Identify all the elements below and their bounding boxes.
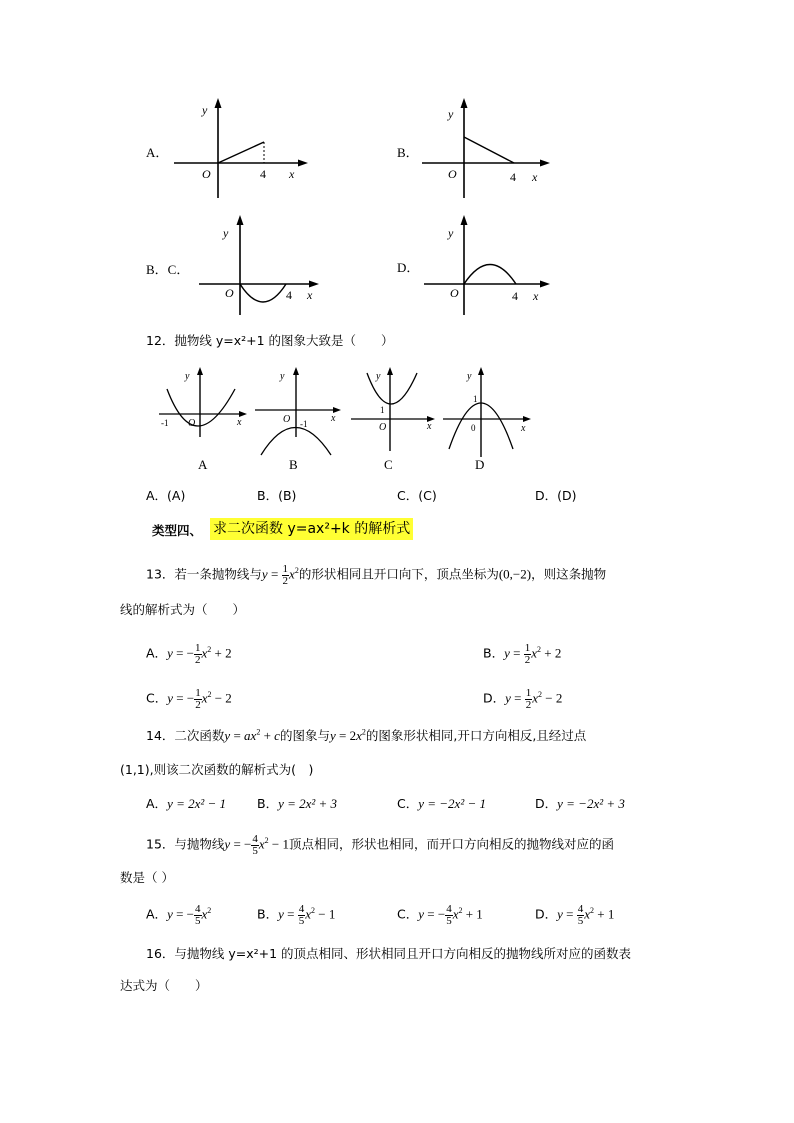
q13-line1: 13．若一条抛物线与y = $\frac{1}{2}$ $x^2$的形状相同且开口向下，顶点坐标为(0,−2)，则这条抛物 bbox=[146, 563, 607, 587]
q12-caption-c: C bbox=[384, 457, 393, 472]
svg-text:1: 1 bbox=[473, 394, 478, 404]
svg-text:y: y bbox=[185, 371, 190, 382]
q13-option-c: C．y = − $\frac{1}{2}$ $x^2 - 2$ bbox=[146, 687, 232, 711]
section-title: 求二次函数 y=ax²+k 的解析式 bbox=[210, 518, 413, 540]
q12-option-d: D．(D) bbox=[535, 488, 577, 503]
option-c-label: B．C． bbox=[146, 262, 190, 277]
option-a-label: A． bbox=[146, 145, 169, 160]
q12-caption-b: B bbox=[289, 457, 298, 472]
x-axis-label: x bbox=[532, 170, 538, 184]
q15-line2: 数是（ ） bbox=[120, 870, 174, 885]
q14-option-c: C．y = −2x² − 1 bbox=[397, 796, 486, 811]
svg-text:x: x bbox=[331, 413, 336, 424]
q12-option-b: B．(B) bbox=[257, 488, 297, 503]
q14-option-d: D．y = −2x² + 3 bbox=[535, 796, 625, 811]
graph-option-d bbox=[420, 215, 560, 315]
q12-caption-d: D bbox=[475, 457, 485, 472]
q15-option-c: C．y = − $\frac{4}{5}$ $x^2 + 1$ bbox=[397, 903, 483, 927]
q12-graph-b bbox=[255, 367, 341, 472]
tick-4: 4 bbox=[286, 288, 292, 302]
svg-text:O: O bbox=[283, 414, 291, 425]
option-b-label: B． bbox=[397, 145, 419, 160]
svg-text:y: y bbox=[280, 371, 285, 382]
q15-option-a: A．y = − $\frac{4}{5}$ $x^2$ bbox=[146, 903, 212, 927]
q12-option-c: C．(C) bbox=[397, 488, 437, 503]
y-axis-label: y bbox=[448, 226, 454, 240]
tick-4: 4 bbox=[260, 167, 266, 181]
svg-text:-1: -1 bbox=[161, 418, 169, 428]
graph-option-a bbox=[170, 98, 310, 198]
section-prefix: 类型四、 bbox=[152, 523, 203, 538]
origin-label: O bbox=[448, 167, 457, 181]
svg-text:0: 0 bbox=[471, 423, 476, 433]
svg-text:O: O bbox=[379, 422, 387, 433]
svg-text:y: y bbox=[467, 371, 472, 382]
svg-text:x: x bbox=[521, 423, 526, 434]
tick-4: 4 bbox=[512, 289, 518, 303]
y-axis-label: y bbox=[223, 226, 229, 240]
q15-line1: 15．与抛物线y = − $\frac{4}{5}$ $x^2 - 1$顶点相同，形状也相同，而开口方向相反的抛物线对应的函 bbox=[146, 833, 614, 857]
x-axis-label: x bbox=[533, 289, 539, 303]
origin-label: O bbox=[450, 286, 459, 300]
svg-text:1: 1 bbox=[380, 405, 385, 415]
svg-text:O: O bbox=[188, 418, 196, 429]
q14-option-b: B．y = 2x² + 3 bbox=[257, 796, 338, 811]
q12-caption-a: A bbox=[198, 457, 208, 472]
svg-text:x: x bbox=[237, 417, 242, 428]
origin-label: O bbox=[202, 167, 211, 181]
q13-option-a: A．y = − $\frac{1}{2}$ $x^2 + 2$ bbox=[146, 642, 232, 666]
svg-text:y: y bbox=[376, 371, 381, 382]
q14-option-a: A．y = 2x² − 1 bbox=[146, 796, 227, 811]
q16-line2: 达式为（ ） bbox=[120, 978, 208, 993]
svg-text:x: x bbox=[427, 421, 432, 432]
y-axis-label: y bbox=[448, 107, 454, 121]
q13-option-d: D．y = $\frac{1}{2}$ $x^2 - 2$ bbox=[483, 687, 563, 711]
q12-graph-a bbox=[159, 367, 247, 472]
q14-line2: (1,1),则该二次函数的解析式为( ) bbox=[120, 762, 314, 777]
graph-option-b bbox=[418, 98, 558, 198]
q15-option-b: B．y = $\frac{4}{5}$ $x^2 - 1$ bbox=[257, 903, 336, 927]
q12-stem: 12．抛物线 y=x²+1 的图象大致是（ ） bbox=[146, 333, 394, 348]
x-axis-label: x bbox=[307, 288, 313, 302]
q12-graphs bbox=[155, 365, 545, 475]
q12-option-a: A．(A) bbox=[146, 488, 186, 503]
tick-4: 4 bbox=[510, 170, 516, 184]
q13-line2: 线的解析式为（ ） bbox=[120, 602, 246, 617]
q16-line1: 16．与抛物线 y=x²+1 的顶点相同、形状相同且开口方向相反的抛物线所对应的函数表 bbox=[146, 946, 632, 961]
q14-line1: 14．二次函数$y = ax^2 + c$的图象与$y = 2x^2$的图象形状相同,开口方向相反,且经过点 bbox=[146, 727, 587, 743]
option-d-label: D． bbox=[397, 260, 420, 275]
svg-text:-1: -1 bbox=[300, 419, 308, 429]
y-axis-label: y bbox=[202, 103, 208, 117]
q12-graph-d bbox=[443, 367, 531, 472]
origin-label: O bbox=[225, 286, 234, 300]
graph-option-c bbox=[195, 215, 335, 315]
q13-option-b: B．y = $\frac{1}{2}$ $x^2 + 2$ bbox=[483, 642, 562, 666]
q12-graph-c bbox=[351, 367, 435, 472]
x-axis-label: x bbox=[289, 167, 295, 181]
q15-option-d: D．y = $\frac{4}{5}$ $x^2 + 1$ bbox=[535, 903, 615, 927]
